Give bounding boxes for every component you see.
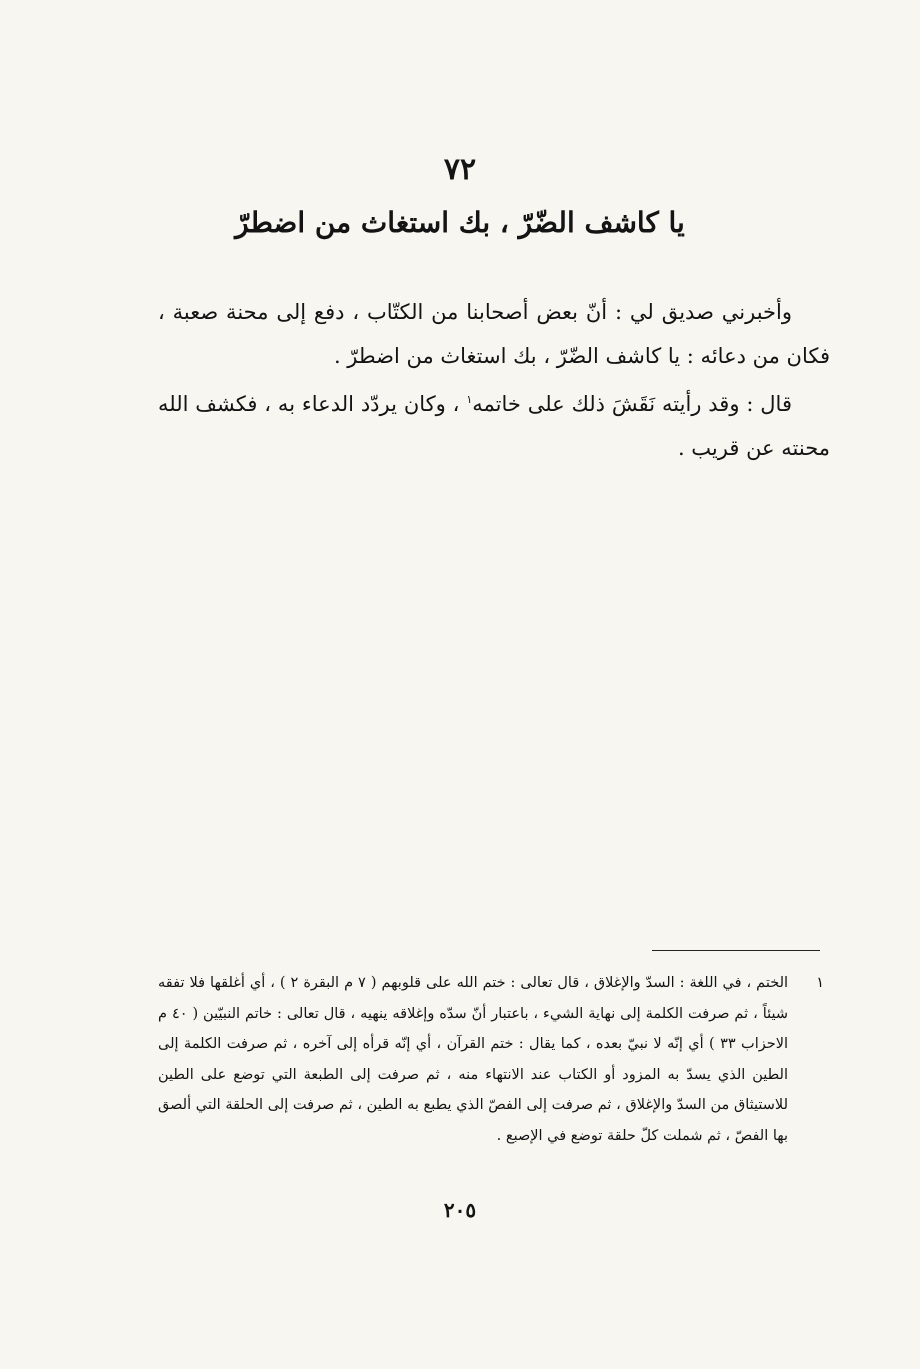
footnote-number: ١ [816, 975, 824, 991]
body-text [158, 290, 830, 470]
paragraph-2-text-start: قال : وقد رأيته نَقَشَ ذلك على خاتمه [472, 392, 792, 416]
footnote-text: الختم ، في اللغة : السدّ والإغلاق ، قال تعالى : ختم الله على قلوبهم ( ٧ م البقرة ٢ ) ، أي أغلقها فلا تفقه شيئاً ، ثم صرفت الكلمة إلى نهاية الشيء ، باعتبار أنّ سدّه وإغلاقه ينهيه ، قال تعالى : خاتم النبيّين ( ٤٠ م الاحزاب ٣٣ ) أي إنّه لا نبيّ بعده ، كما يقال : ختم القرآن ، أي إنّه قرأه إلى آخره ، ثم صرفت الكلمة إلى الطين الذي يسدّ به المزود أو الكتاب عند الانتهاء منه ، ثم صرفت إلى الطبعة التي توضع على الطين للاستيثاق من السدّ والإغلاق ، ثم صرفت إلى الفصّ الذي يطبع به الطين ، ثم صرفت إلى الحلقة التي ألصق بها الفصّ ، ثم شملت كلّ حلقة توضع في الإصبع . [158, 975, 789, 1144]
chapter-title: يا كاشف الضّرّ ، بك استغاث من اضطرّ [235, 206, 685, 239]
chapter-number: ٧٢ [443, 152, 477, 187]
page-number: ٢٠٥ [443, 1198, 477, 1222]
paragraph-2-text-end: ، وكان يردّد الدعاء به ، فكشف الله محنته عن قريب . [158, 392, 830, 460]
footnote-item [158, 968, 824, 1151]
footnote-reference: ١ [466, 393, 473, 406]
footnote-divider [652, 950, 820, 951]
paragraph-2 [158, 378, 830, 470]
paragraph-1: وأخبرني صديق لي : أنّ بعض أصحابنا من الكتّاب ، دفع إلى محنة صعبة ، فكان من دعائه : يا كاشف الضّرّ ، بك استغاث من اضطرّ . [158, 300, 830, 368]
footnotes [158, 968, 824, 1151]
